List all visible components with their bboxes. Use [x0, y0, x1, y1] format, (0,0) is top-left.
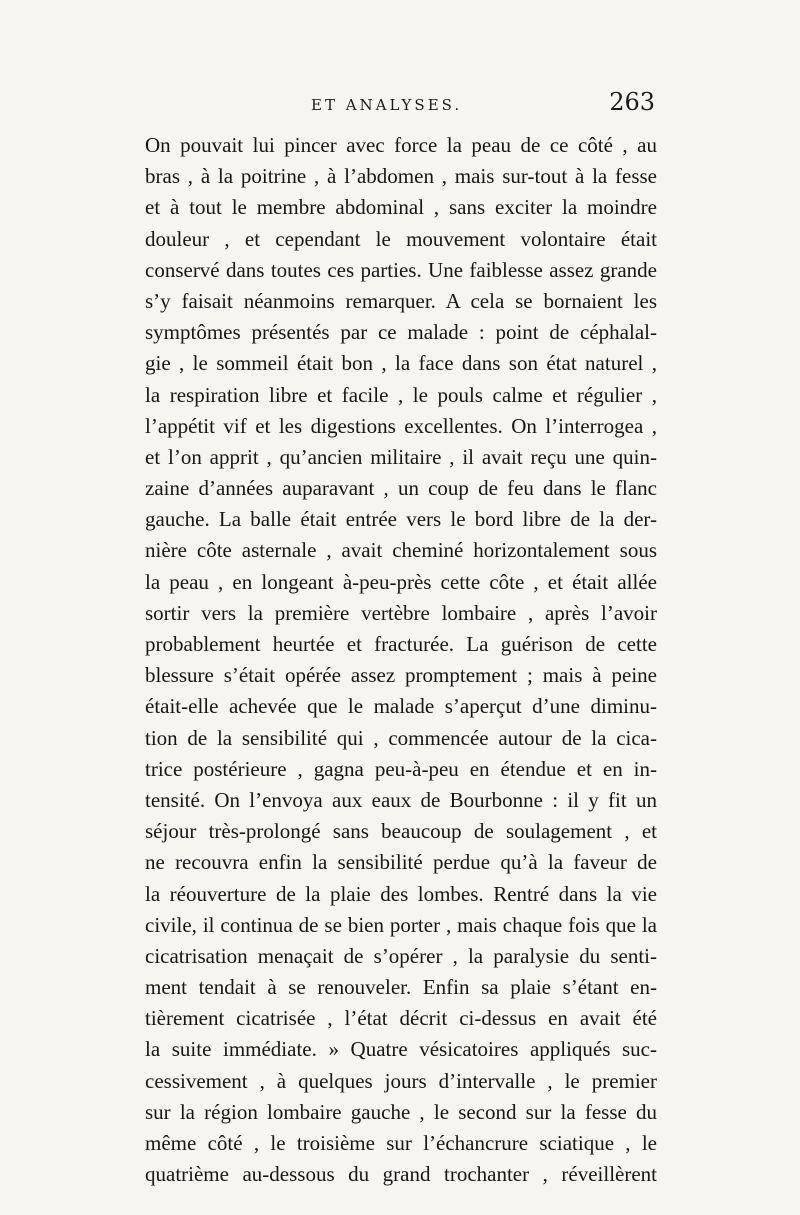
text-line: ment tendait à se renouveler. Enfin sa plaie s’étant en-: [145, 975, 657, 1000]
text-line: la réouverture de la plaie des lombes. Rentré dans la vie: [145, 881, 657, 906]
body-text: [145, 130, 657, 1190]
text-line: ne recouvra enfin la sensibilité perdue qu’à la faveur de: [145, 850, 657, 875]
text-line: s’y faisait néanmoins remarquer. A cela se bornaient les: [145, 288, 657, 313]
text-line: trice postérieure , gagna peu-à-peu en étendue et en in-: [145, 756, 657, 781]
text-line: et l’on apprit , qu’ancien militaire , il avait reçu une quin-: [145, 444, 657, 469]
text-line: douleur , et cependant le mouvement volontaire était: [145, 226, 657, 251]
text-line: quatrième au-dessous du grand trochanter , réveillèrent: [145, 1162, 657, 1187]
text-line: gie , le sommeil était bon , la face dans son état naturel ,: [145, 351, 657, 376]
text-line: On pouvait lui pincer avec force la peau de ce côté , au: [145, 133, 657, 157]
running-head: ET ANALYSES.: [311, 96, 463, 114]
text-line: la suite immédiate. » Quatre vésicatoires appliqués suc-: [145, 1037, 657, 1062]
text-line: conservé dans toutes ces parties. Une faiblesse assez grande: [145, 257, 657, 282]
text-line: cessivement , à quelques jours d’intervalle , le premier: [145, 1068, 657, 1093]
text-line: gauche. La balle était entrée vers le bord libre de la der-: [145, 507, 657, 532]
text-line: sur la région lombaire gauche , le second sur la fesse du: [145, 1099, 657, 1124]
text-line: blessure s’était opérée assez promptement ; mais à peine: [145, 663, 657, 688]
page-header: [145, 90, 657, 120]
text-line: probablement heurtée et fracturée. La guérison de cette: [145, 632, 657, 656]
text-line: cicatrisation menaçait de s’opérer , la paralysie du senti-: [145, 943, 657, 968]
text-line: l’appétit vif et les digestions excellentes. On l’interrogea ,: [145, 413, 657, 438]
text-line: nière côte asternale , avait cheminé horizontalement sous: [145, 538, 657, 563]
text-line: la peau , en longeant à-peu-près cette côte , et était allée: [145, 569, 657, 594]
text-line: tensité. On l’envoya aux eaux de Bourbonne : il y fit un: [145, 787, 657, 812]
text-line: séjour très-prolongé sans beaucoup de soulagement , et: [145, 819, 657, 844]
text-line: tion de la sensibilité qui , commencée autour de la cica-: [145, 725, 657, 750]
text-line: tièrement cicatrisée , l’état décrit ci-dessus en avait été: [145, 1006, 657, 1031]
text-line: était-elle achevée que le malade s’aperçut d’une diminu-: [145, 694, 657, 719]
text-line: zaine d’années auparavant , un coup de feu dans le flanc: [145, 476, 657, 501]
text-line: sortir vers la première vertèbre lombaire , après l’avoir: [145, 600, 657, 625]
text-line: et à tout le membre abdominal , sans exciter la moindre: [145, 195, 657, 220]
text-line: bras , à la poitrine , à l’abdomen , mais sur-tout à la fesse: [145, 164, 657, 189]
text-line: symptômes présentés par ce malade : point de céphalal-: [145, 320, 657, 345]
text-line: la respiration libre et facile , le pouls calme et régulier ,: [145, 382, 657, 407]
text-line: civile, il continua de se bien porter , mais chaque fois que la: [145, 912, 657, 937]
page-number: 263: [609, 88, 655, 116]
text-line: même côté , le troisième sur l’échancrure sciatique , le: [145, 1131, 657, 1155]
